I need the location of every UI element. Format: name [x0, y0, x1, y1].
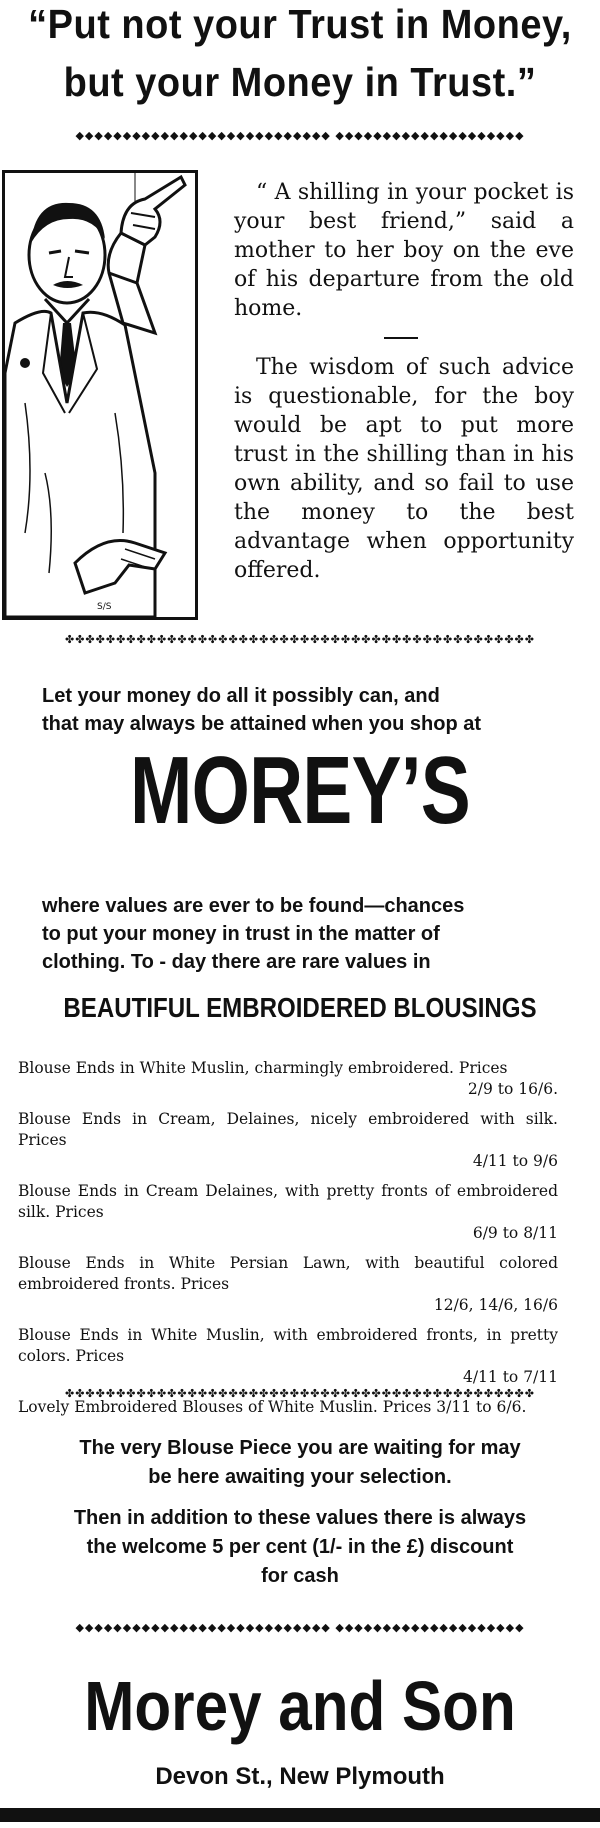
star-divider-2: ✤✤✤✤✤✤✤✤✤✤✤✤✤✤✤✤✤✤✤✤✤✤✤✤✤✤✤✤✤✤✤✤✤✤✤✤✤✤✤✤✤✤✤✤✤✤ [65, 1387, 535, 1400]
item-price: 12/6, 14/6, 16/6 [433, 1296, 558, 1314]
illustration-pointing-man [2, 170, 198, 620]
intro-paragraph [42, 682, 562, 738]
blouse-piece-line-1: The very Blouse Piece you are waiting for may [79, 1437, 521, 1459]
values-paragraph [42, 892, 562, 976]
blouse-piece-paragraph [30, 1434, 570, 1492]
item-price: 6/9 to 8/11 [472, 1224, 558, 1242]
headline-line-2: but your Money in Trust.” [63, 60, 537, 106]
star-divider-1: ✤✤✤✤✤✤✤✤✤✤✤✤✤✤✤✤✤✤✤✤✤✤✤✤✤✤✤✤✤✤✤✤✤✤✤✤✤✤✤✤✤✤✤✤✤✤ [65, 633, 535, 646]
values-line-2: to put your money in trust in the matter of [42, 923, 440, 945]
list-item [18, 1181, 558, 1244]
discount-line-1: Then in addition to these values there is always [73, 1507, 527, 1529]
story-paragraph-2: The wisdom of such advice is questionable, for the boy would be apt to put more trust in the shilling than in his own ability, and so fail to use the money to the best advantage when opportunity offered. [234, 355, 574, 583]
footer-address: Devon St., New Plymouth [155, 1763, 445, 1790]
item-description: Blouse Ends in White Muslin, charmingly embroidered. Prices [18, 1059, 508, 1077]
pointing-man-drawing [5, 173, 195, 617]
intro-line-2: that may always be attained when you shop at [42, 713, 481, 735]
values-line-1: where values are ever to be found—chances [42, 895, 465, 917]
discount-line-2: the welcome 5 per cent (1/- in the £) discount [86, 1536, 514, 1558]
headline [0, 0, 600, 112]
brand-morey: MOREY’S [130, 737, 470, 844]
footer-company-name: Morey and Son [84, 1667, 516, 1745]
list-item [18, 1253, 558, 1316]
item-description: Lovely Embroidered Blouses of White Muslin. Prices 3/11 to 6/6. [18, 1398, 527, 1416]
item-description: Blouse Ends in Cream Delaines, with pretty fronts of embroidered silk. Prices [18, 1182, 558, 1221]
list-item [18, 1109, 558, 1172]
story-text [234, 178, 574, 585]
intro-line-1: Let your money do all it possibly can, and [42, 685, 440, 707]
bottom-rule [0, 1808, 600, 1822]
discount-line-3: for cash [261, 1565, 339, 1587]
item-price: 4/11 to 7/11 [462, 1368, 558, 1386]
section-title-blousings: BEAUTIFUL EMBROIDERED BLOUSINGS [63, 992, 537, 1023]
artist-signature: S/S [97, 602, 112, 612]
item-description: Blouse Ends in White Muslin, with embroidered fronts, in pretty colors. Prices [18, 1326, 558, 1365]
discount-paragraph [30, 1504, 570, 1591]
list-item [18, 1058, 558, 1100]
price-list [18, 1058, 558, 1427]
list-item [18, 1325, 558, 1388]
values-line-3: clothing. To - day there are rare values in [42, 951, 431, 973]
story-dash-separator [384, 337, 418, 339]
blouse-piece-line-2: be here awaiting your selection. [148, 1466, 452, 1488]
item-description: Blouse Ends in Cream, Delaines, nicely embroidered with silk. Prices [18, 1110, 558, 1149]
item-price: 4/11 to 9/6 [472, 1152, 558, 1170]
story-paragraph-1: “ A shilling in your pocket is your best friend,” said a mother to her boy on the eve of his departure from the old home. [234, 180, 574, 321]
diamond-divider-bottom: ◆◆◆◆◆◆◆◆◆◆◆◆◆◆◆◆◆◆◆◆◆◆◆◆◆◆◆ ◆◆◆◆◆◆◆◆◆◆◆◆◆◆◆◆◆◆◆◆ [75, 1621, 525, 1634]
diamond-divider-top: ◆◆◆◆◆◆◆◆◆◆◆◆◆◆◆◆◆◆◆◆◆◆◆◆◆◆◆ ◆◆◆◆◆◆◆◆◆◆◆◆◆◆◆◆◆◆◆◆ [75, 129, 525, 142]
item-description: Blouse Ends in White Persian Lawn, with beautiful colored embroidered fronts. Prices [18, 1254, 558, 1293]
headline-line-1: “Put not your Trust in Money, [28, 2, 572, 48]
item-price: 2/9 to 16/6. [467, 1080, 558, 1098]
